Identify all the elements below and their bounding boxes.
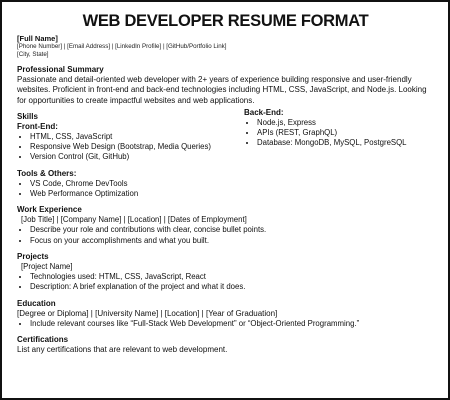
summary-text: Passionate and detail-oriented web developer with 2+ years of experience building responsive and user-friendly websites. Proficient in front-end and back-end technologies including HTML, CSS, JavaScript, and Node.js. Looking for opportunities to create impactful websites and web applications. [17, 75, 427, 105]
page-title: WEB DEVELOPER RESUME FORMAT [82, 12, 369, 30]
list-item: • VS Code, Chrome DevTools [30, 179, 434, 189]
project-line: [Project Name] [21, 261, 73, 271]
education-heading: Education [17, 298, 56, 308]
list-item: • Description: A brief explanation of the project and what it does. [30, 282, 434, 292]
list-item: • Database: MongoDB, MySQL, PostgreSQL [257, 138, 434, 148]
resume-header [17, 34, 434, 59]
skills-section [17, 106, 434, 163]
contact-line: [Phone Number] | [Email Address] | [LinkedIn Profile] | [GitHub/Portfolio Link] [17, 43, 227, 50]
full-name: [Full Name] [17, 34, 58, 43]
frontend-list [17, 132, 232, 163]
list-item: • Describe your role and contributions with clear, concise bullet points. [30, 225, 434, 235]
list-item: • APIs (REST, GraphQL) [257, 128, 434, 138]
list-item: • Web Performance Optimization [30, 189, 434, 199]
list-item: • Include relevant courses like “Full-Stack Web Development” or “Object-Oriented Programming.” [30, 319, 434, 329]
experience-list [17, 225, 434, 246]
tools-list [17, 179, 434, 200]
list-item: • Version Control (Git, GitHub) [30, 152, 232, 162]
experience-heading: Work Experience [17, 205, 82, 215]
summary-heading: Professional Summary [17, 65, 104, 74]
education-line: [Degree or Diploma] | [University Name] | [Location] | [Year of Graduation] [17, 308, 278, 318]
tools-heading: Tools & Others: [17, 168, 77, 178]
experience-line: [Job Title] | [Company Name] | [Location] | [Dates of Employment] [21, 215, 247, 225]
list-item: • Responsive Web Design (Bootstrap, Media Queries) [30, 142, 232, 152]
list-item: • HTML, CSS, JavaScript [30, 132, 232, 142]
backend-heading: Back-End: [244, 107, 284, 117]
list-item: • Focus on your accomplishments and what you built. [30, 236, 434, 246]
certifications-text: List any certifications that are relevant to web development. [17, 345, 228, 355]
location-line: [City, State] [17, 51, 49, 58]
backend-list [244, 118, 434, 149]
skills-heading: Skills [17, 111, 38, 121]
certifications-heading: Certifications [17, 335, 69, 345]
list-item: • Node.js, Express [257, 118, 434, 128]
projects-list [17, 272, 434, 293]
frontend-heading: Front-End: [17, 121, 58, 131]
list-item: • Technologies used: HTML, CSS, JavaScript, React [30, 272, 434, 282]
projects-heading: Projects [17, 251, 49, 261]
education-list [17, 319, 434, 329]
